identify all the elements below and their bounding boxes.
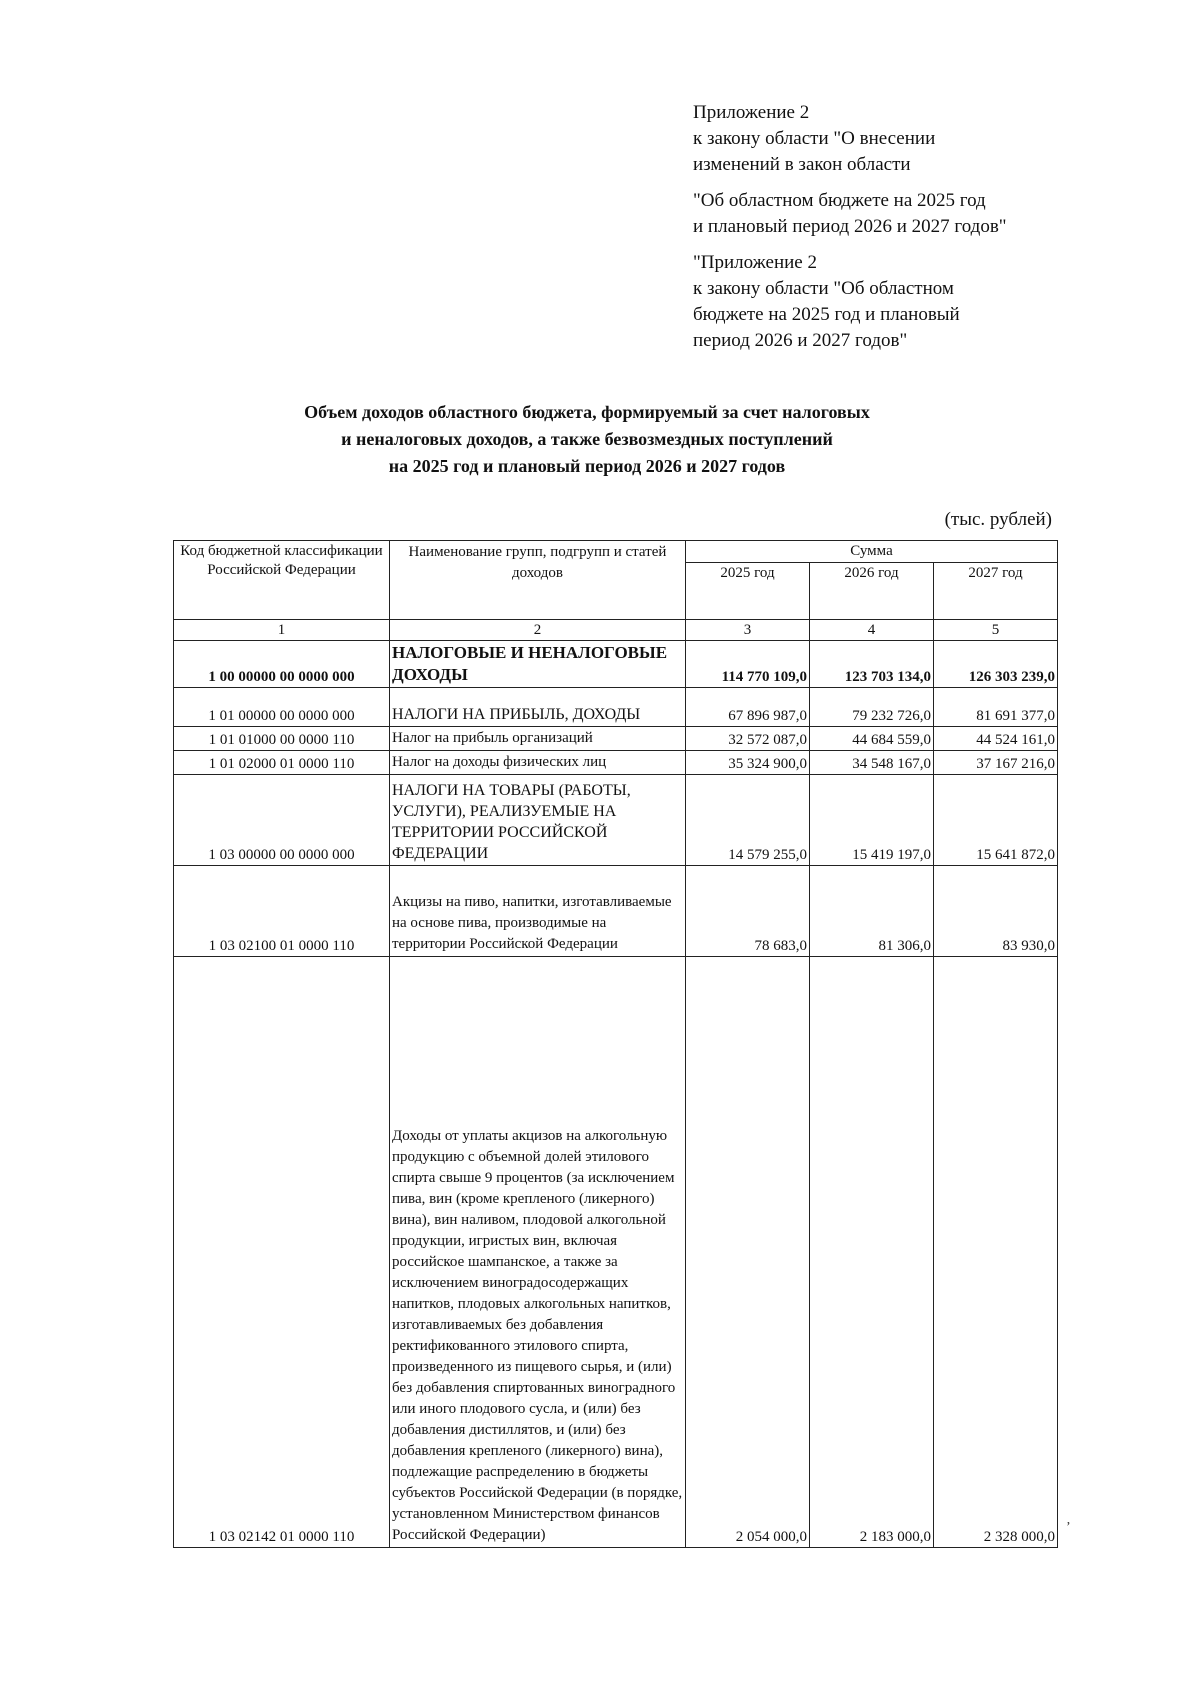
table-header-row [174, 541, 1058, 563]
row-code: 1 00 00000 00 0000 000 [174, 641, 390, 688]
header-year-2025: 2025 год [686, 563, 810, 620]
row-name: Доходы от уплаты акцизов на алкогольную продукцию с объемной долей этилового спирта свыше 9 процентов (за исключением пива, вин (кроме крепленого (ликерного) вина), вин наливом, плодовой алкогольной продукции, игристых вин, включая российское шампанское, а также за исключением виноградосодержащих напитков, плодовых алкогольных напитков, изготавливаемых без добавления ректификованного этилового спирта, произведенного из пищевого сырья, и (или) без добавления спиртованных виноградного или иного плодового сусла, и (или) без добавления дистиллятов, и (или) без добавления крепленого (ликерного) вина), подлежащие распределению в бюджеты субъектов Российской Федерации (в порядке, установленном Министерством финансов Российской Федерации) [390, 957, 686, 1548]
row-value-2025: 67 896 987,0 [686, 688, 810, 727]
row-value-2026: 34 548 167,0 [810, 751, 934, 775]
appendix-line: "Об областном бюджете на 2025 год [693, 190, 986, 211]
row-code: 1 03 02100 01 0000 110 [174, 866, 390, 957]
header-sum: Сумма [686, 541, 1058, 563]
header-code: Код бюджетной классификации Российской Федерации [174, 541, 390, 620]
appendix-line: период 2026 и 2027 годов" [693, 330, 908, 351]
units-label: (тыс. рублей) [944, 509, 1052, 530]
appendix-line: Приложение 2 [693, 102, 810, 123]
row-value-2026: 123 703 134,0 [810, 641, 934, 688]
column-number: 5 [934, 620, 1058, 641]
row-value-2026: 15 419 197,0 [810, 775, 934, 866]
row-code: 1 01 00000 00 0000 000 [174, 688, 390, 727]
row-value-2026: 44 684 559,0 [810, 727, 934, 751]
table-row [174, 775, 1058, 866]
row-value-2025: 78 683,0 [686, 866, 810, 957]
row-value-2025: 32 572 087,0 [686, 727, 810, 751]
table-row [174, 727, 1058, 751]
appendix-line: к закону области "О внесении [693, 128, 936, 149]
appendix-line: к закону области "Об областном [693, 278, 954, 299]
row-value-2027: 15 641 872,0 [934, 775, 1058, 866]
row-value-2027: 37 167 216,0 [934, 751, 1058, 775]
row-name: НАЛОГОВЫЕ И НЕНАЛОГОВЫЕ ДОХОДЫ [390, 641, 686, 688]
row-code: 1 03 00000 00 0000 000 [174, 775, 390, 866]
title-line: Объем доходов областного бюджета, формируемый за счет налоговых [304, 402, 870, 422]
document-title [200, 399, 974, 480]
row-name: Акцизы на пиво, напитки, изготавливаемые на основе пива, производимые на территории Российской Федерации [390, 866, 686, 957]
row-value-2026: 79 232 726,0 [810, 688, 934, 727]
title-line: на 2025 год и плановый период 2026 и 2027 годов [388, 456, 786, 476]
appendix-block [693, 100, 1153, 354]
column-number: 3 [686, 620, 810, 641]
row-value-2027: 126 303 239,0 [934, 641, 1058, 688]
scan-mark: ʼ [1066, 1520, 1071, 1535]
row-value-2025: 114 770 109,0 [686, 641, 810, 688]
appendix-line: бюджете на 2025 год и плановый [693, 304, 960, 325]
row-value-2026: 81 306,0 [810, 866, 934, 957]
row-value-2027: 83 930,0 [934, 866, 1058, 957]
column-numbers-row [174, 620, 1058, 641]
row-code: 1 03 02142 01 0000 110 [174, 957, 390, 1548]
row-code: 1 01 02000 01 0000 110 [174, 751, 390, 775]
table-row [174, 957, 1058, 1548]
table-row [174, 688, 1058, 727]
row-name: НАЛОГИ НА ПРИБЫЛЬ, ДОХОДЫ [390, 688, 686, 727]
row-value-2027: 44 524 161,0 [934, 727, 1058, 751]
budget-table [173, 540, 1058, 1548]
column-number: 1 [174, 620, 390, 641]
row-name: Налог на доходы физических лиц [390, 751, 686, 775]
title-line: и неналоговых доходов, а также безвозмездных поступлений [341, 429, 833, 449]
table-row [174, 751, 1058, 775]
header-name: Наименование групп, подгрупп и статей доходов [390, 541, 686, 620]
column-number: 2 [390, 620, 686, 641]
appendix-line: "Приложение 2 [693, 252, 817, 273]
row-value-2025: 14 579 255,0 [686, 775, 810, 866]
column-number: 4 [810, 620, 934, 641]
table-row [174, 641, 1058, 688]
row-name: НАЛОГИ НА ТОВАРЫ (РАБОТЫ, УСЛУГИ), РЕАЛИЗУЕМЫЕ НА ТЕРРИТОРИИ РОССИЙСКОЙ ФЕДЕРАЦИИ [390, 775, 686, 866]
row-code: 1 01 01000 00 0000 110 [174, 727, 390, 751]
row-value-2027: 2 328 000,0 [934, 957, 1058, 1548]
row-value-2026: 2 183 000,0 [810, 957, 934, 1548]
appendix-line: и плановый период 2026 и 2027 годов" [693, 216, 1007, 237]
row-value-2025: 2 054 000,0 [686, 957, 810, 1548]
header-year-2026: 2026 год [810, 563, 934, 620]
table-row [174, 866, 1058, 957]
row-value-2027: 81 691 377,0 [934, 688, 1058, 727]
header-year-2027: 2027 год [934, 563, 1058, 620]
row-value-2025: 35 324 900,0 [686, 751, 810, 775]
row-name: Налог на прибыль организаций [390, 727, 686, 751]
appendix-line: изменений в закон области [693, 154, 911, 175]
